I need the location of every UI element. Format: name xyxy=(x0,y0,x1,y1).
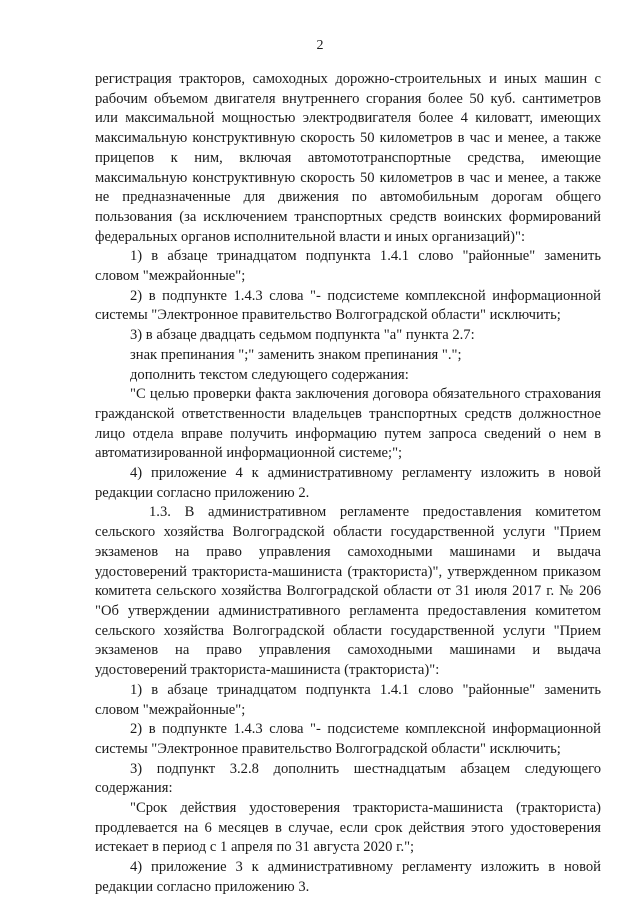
page-number: 2 xyxy=(316,38,324,53)
paragraph-item-3b: 3) подпункт 3.2.8 дополнить шестнадцатым абзацем следующего содержания: xyxy=(95,760,601,797)
paragraph-section-1-3: 1.3. В административном регламенте предоставления комитетом сельского хозяйства Волгоградской области государственной услуги "Прием экзаменов на право управления самоходными машинами и выдача удостоверений тракториста-машиниста (тракториста)", утвержденном приказом комитета сельского хозяйства Волгоградской области от 31 июля 2017 г. № 206 "Об утверждении административного регламента предоставления комитетом сельского хозяйства Волгоградской области государственной услуги "Прием экзаменов на право управления самоходными машинами и выдача удостоверений тракториста-машиниста (тракториста)": xyxy=(95,504,601,679)
paragraph-quoted-validity: "Срок действия удостоверения тракториста-машиниста (тракториста) продлевается на 6 месяцев в случае, если срок действия этого удостоверения истекает в период с 1 апреля по 31 августа 2020 г."; xyxy=(95,800,601,856)
paragraph-item-4b: 4) приложение 3 к административному регламенту изложить в новой редакции согласно приложению 3. xyxy=(95,859,601,895)
paragraph-supplement-intro: дополнить текстом следующего содержания: xyxy=(130,366,409,383)
paragraph-intro-continuation: регистрация тракторов, самоходных дорожно-строительных и иных машин с рабочим объемом двигателя внутреннего сгорания более 50 куб. сантиметров или максимальной мощностью электродвигателя более 4 киловатт, имеющих максимальную конструктивную скорость 50 километров в час и менее, а также прицепов к ним, включая автомототранспортные средства, имеющие максимальную конструктивную скорость 50 километров в час и менее, а также не предназначенные для движения по автомобильным дорогам общего пользования (за исключением транспортных средств воинских формирований федеральных органов исполнительной власти и иных организаций)": xyxy=(95,71,601,245)
paragraph-quoted-insert: "С целью проверки факта заключения договора обязательного страхования гражданской ответственности владельцев транспортных средств должностное лицо отдела вправе получить информацию путем запроса сведений о нем в автоматизированной информационной системе;"; xyxy=(95,386,601,462)
paragraph-item-1b: 1) в абзаце тринадцатом подпункта 1.4.1 слово "районные" заменить словом "межрайонные"; xyxy=(95,681,601,718)
paragraph-item-2b: 2) в подпункте 1.4.3 слова "- подсистеме комплексной информационной системы "Электронное правительство Волгоградской области" исключить; xyxy=(95,721,601,757)
document-body xyxy=(95,70,601,898)
paragraph-punctuation-change: знак препинания ";" заменить знаком препинания "."; xyxy=(130,346,462,363)
paragraph-item-4: 4) приложение 4 к административному регламенту изложить в новой редакции согласно приложению 2. xyxy=(95,465,601,501)
paragraph-item-2: 2) в подпункте 1.4.3 слова "- подсистеме комплексной информационной системы "Электронное правительство Волгоградской области" исключить; xyxy=(95,287,601,324)
paragraph-item-1: 1) в абзаце тринадцатом подпункта 1.4.1 слово "районные" заменить словом "межрайонные"; xyxy=(95,248,601,285)
paragraph-item-3: 3) в абзаце двадцать седьмом подпункта "а" пункта 2.7: xyxy=(130,327,475,344)
